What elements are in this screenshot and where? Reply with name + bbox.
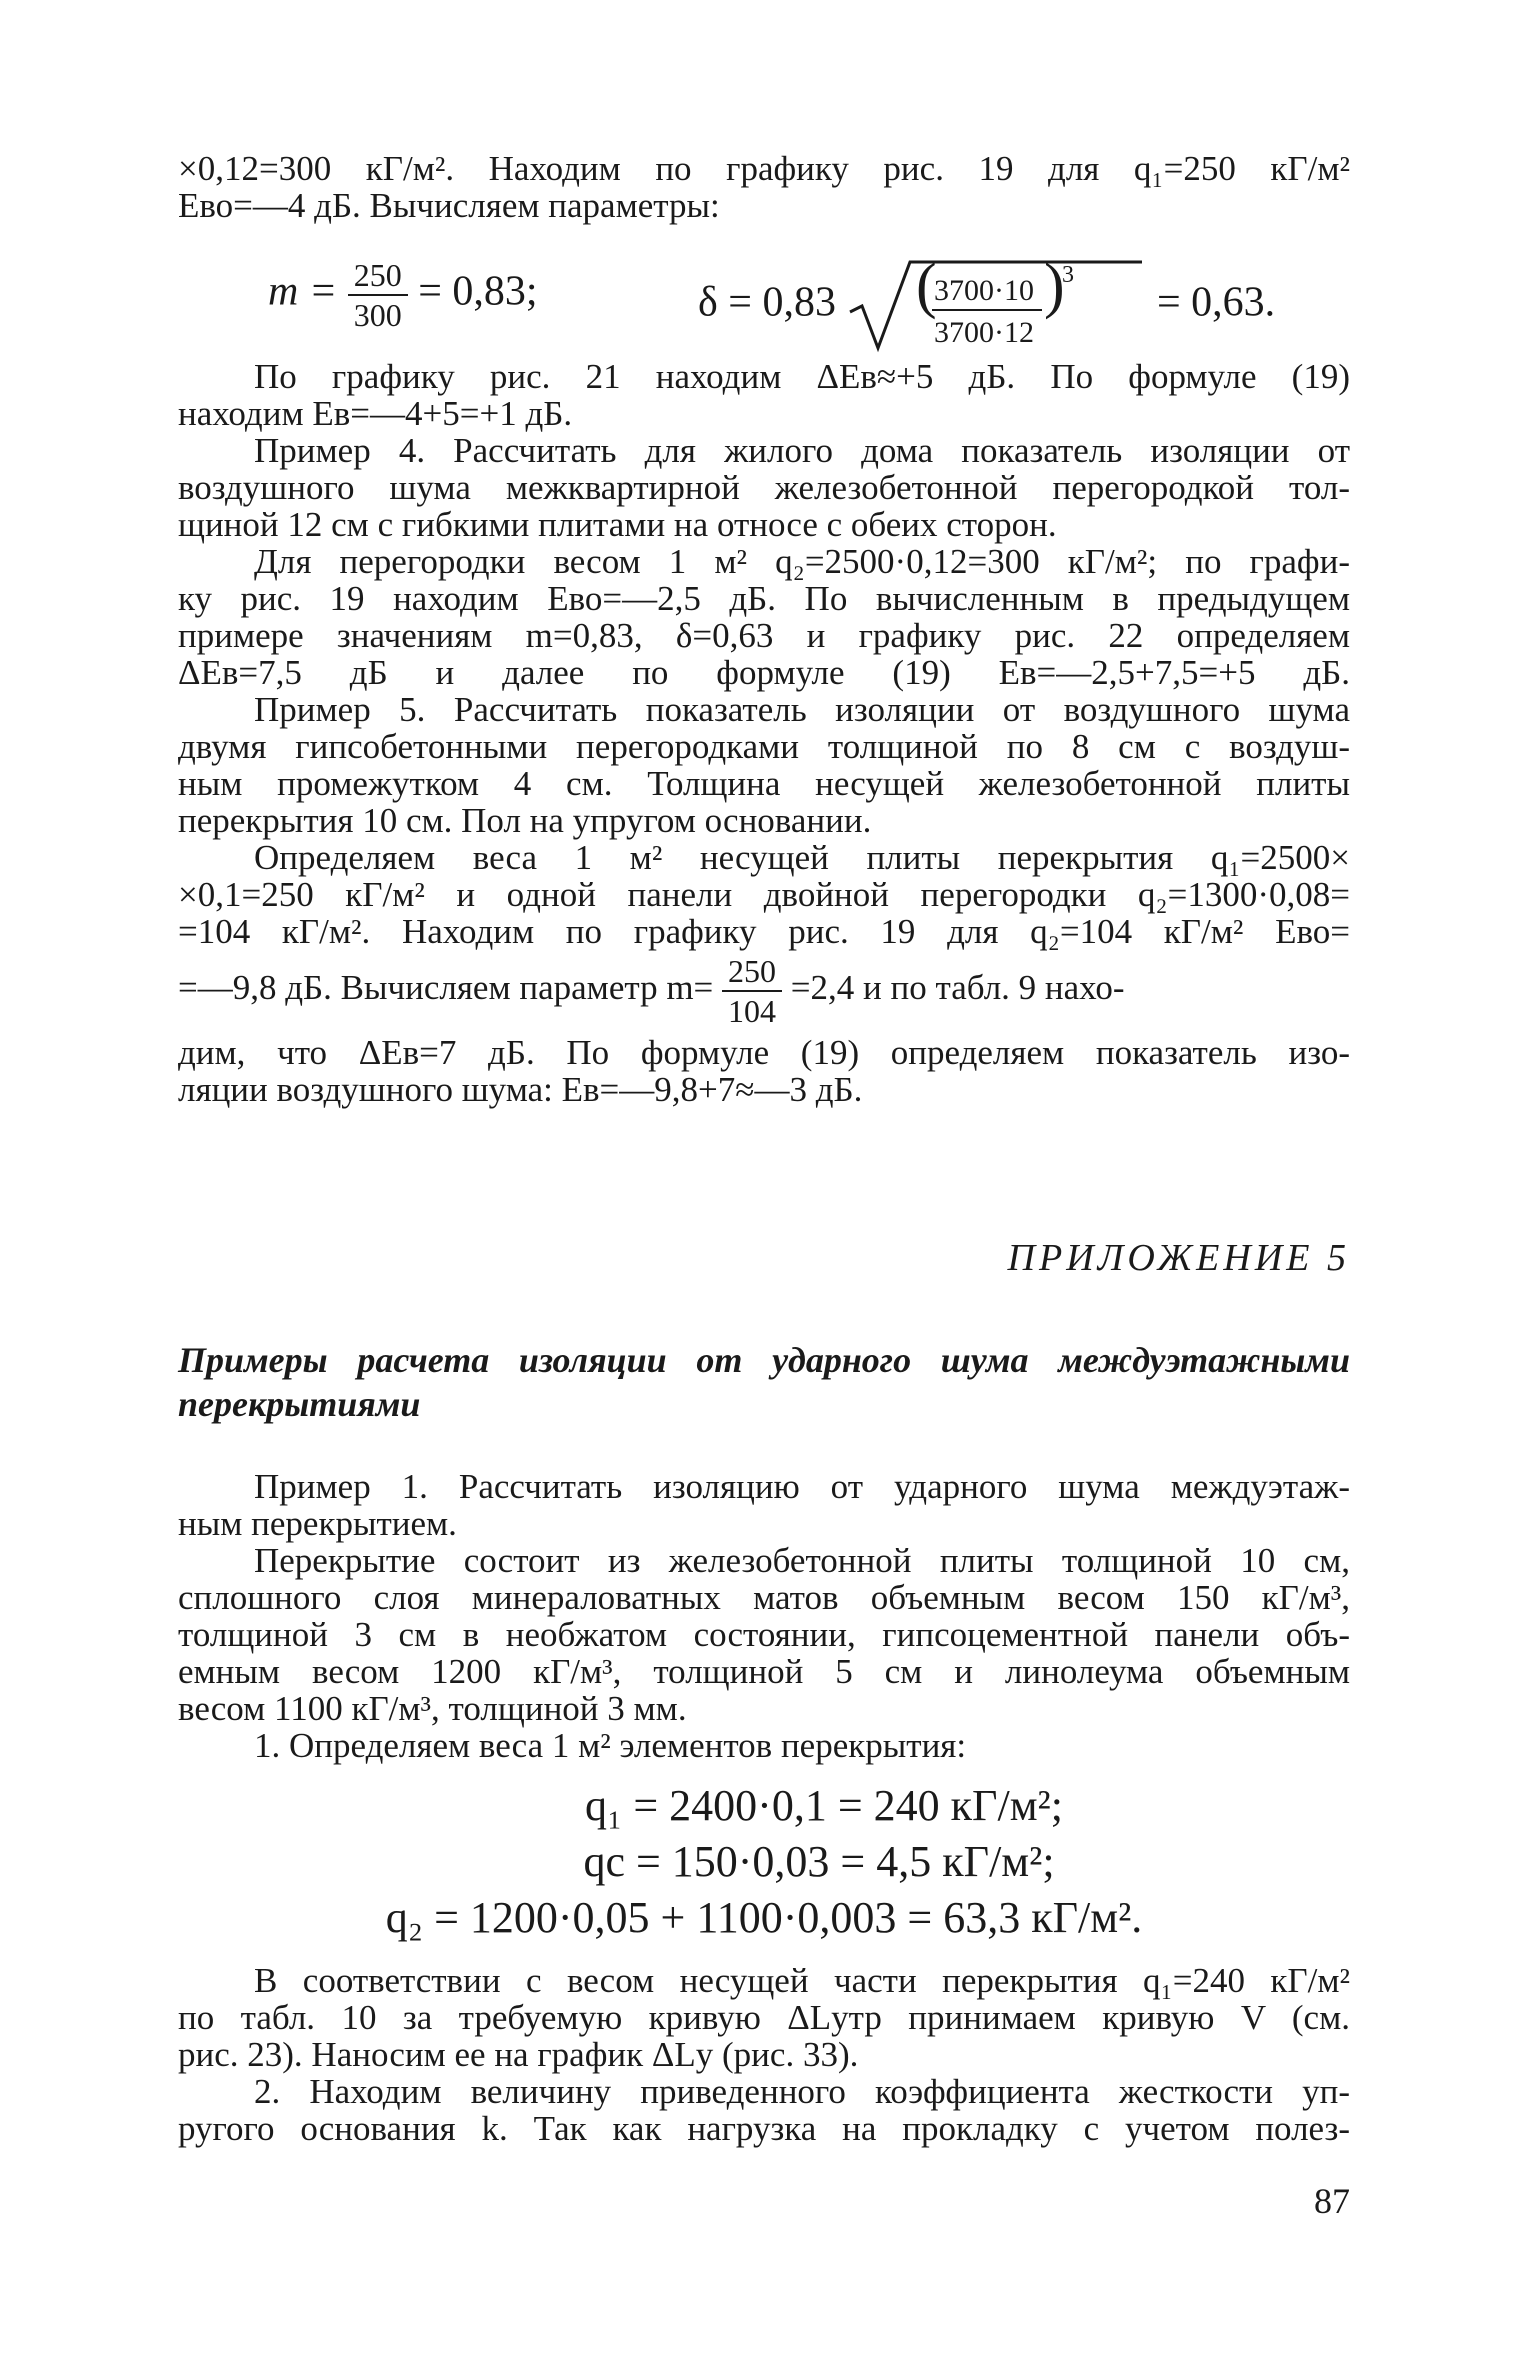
text-line: воздушного шума межквартирной железобетонной перегородкой тол- [178,468,1350,507]
fraction-numerator: 250 [348,256,408,296]
text-line: дим, что ΔEв=7 дБ. По формуле (19) определяем показатель изо- [178,1033,1350,1072]
text-line: ным перекрытием. [178,1504,457,1543]
text-line: весом 1100 кГ/м³, толщиной 3 мм. [178,1689,687,1728]
fraction-denominator: 300 [353,297,402,333]
equation-q1: q₁ = 2400·0,1 = 240 кГ/м²; [585,1781,1063,1830]
fraction-m2 [722,952,782,1030]
text-line: 1. Определяем веса 1 м² элементов перекрытия: [254,1726,967,1765]
text-line: 2. Находим величину приведенного коэффициента жесткости уп- [254,2072,1350,2111]
equation-block [178,1778,1350,1946]
text-line: перекрытия 10 см. Пол на упругом основании. [178,801,872,840]
subtitle-line: перекрытиями [178,1384,421,1424]
sqrt-numerator: 3700·10 [934,274,1035,307]
sqrt-exponent: 3 [1062,262,1075,288]
paragraph-final [178,1962,1350,2147]
text-line: ×0,12=300 кГ/м². Находим по графику рис. 19 для q₁=250 кГ/м² [178,149,1350,188]
formula-inline-line [178,952,1350,1030]
text-line: ку рис. 19 находим Eво=—2,5 дБ. По вычисленным в предыдущем [178,579,1350,618]
text-line: емным весом 1200 кГ/м³, толщиной 5 см и линолеума объемным [178,1652,1350,1691]
text-line: Определяем веса 1 м² несущей плиты перекрытия q₁=2500× [254,838,1350,877]
text-line: сплошного слоя минераловатных матов объемным весом 150 кГ/м³, [178,1578,1350,1617]
equation-q2: q₂ = 1200·0,05 + 1100·0,003 = 63,3 кГ/м². [385,1893,1143,1942]
text-line: щиной 12 см с гибкими плитами на относе с обеих сторон. [178,505,1057,544]
text-line: примере значениям m=0,83, δ=0,63 и графику рис. 22 определяем [178,616,1350,655]
formula-m-result: = 0,83; [418,268,538,315]
fraction-m [348,256,408,334]
equation-qc: qc = 150·0,03 = 4,5 кГ/м²; [583,1837,1055,1886]
text-line: ×0,1=250 кГ/м² и одной панели двойной перегородки q₂=1300·0,08= [178,875,1350,914]
sqrt-denominator: 3700·12 [934,316,1035,349]
formula-before-text: =—9,8 дБ. Вычисляем параметр m= [178,968,714,1008]
text-line: По графику рис. 21 находим ΔEв≈+5 дБ. По формуле (19) [254,357,1350,396]
page-body [178,150,1350,2147]
fraction-numerator: 250 [722,952,782,992]
formula-m-delta [178,238,1350,348]
subtitle-line: Примеры расчета изоляции от ударного шума междуэтажными [178,1340,1350,1380]
text-line: толщиной 3 см в необжатом состоянии, гипсоцементной панели объ- [178,1615,1350,1654]
text-line: рис. 23). Наносим ее на график ΔLу (рис. 33). [178,2035,859,2074]
text-line: ным промежутком 4 см. Толщина несущей железобетонной плиты [178,764,1350,803]
text-line: двумя гипсобетонными перегородками толщиной по 8 см с воздуш- [178,727,1350,766]
text-line: Eво=—4 дБ. Вычисляем параметры: [178,186,720,225]
formula-delta-label: δ = 0,83 [698,279,836,326]
paragraph-example-1 [178,1468,1350,1764]
text-line: Перекрытие состоит из железобетонной плиты толщиной 10 см, [254,1541,1350,1580]
formula-delta-result: = 0,63. [1156,279,1276,326]
svg-text:(: ( [916,256,938,320]
text-line: Для перегородки весом 1 м² q₂=2500·0,12=300 кГ/м²; по графи- [254,542,1350,581]
text-line: ляции воздушного шума: Eв=—9,8+7≈—3 дБ. [178,1070,863,1109]
text-line: по табл. 10 за требуемую кривую ΔLутр принимаем кривую V (см. [178,1998,1350,2037]
text-line: ΔEв=7,5 дБ и далее по формуле (19) Eв=—2,5+7,5=+5 дБ. [178,653,1350,692]
text-line: Пример 5. Рассчитать показатель изоляции от воздушного шума [254,690,1350,729]
text-line: Пример 4. Рассчитать для жилого дома показатель изоляции от [254,431,1350,470]
text-line: В соответствии с весом несущей части перекрытия q₁=240 кГ/м² [254,1961,1350,2000]
text-line: ругого основания k. Так как нагрузка на прокладку с учетом полез- [178,2109,1350,2148]
fraction-denominator: 104 [728,993,777,1029]
paragraph-intro [178,150,1350,224]
section-subtitle [178,1338,1350,1426]
text-line: находим Eв=—4+5=+1 дБ. [178,394,573,433]
sqrt-symbol [846,256,1146,356]
appendix-heading: ПРИЛОЖЕНИЕ 5 [1007,1237,1350,1279]
page-number: 87 [1314,2181,1350,2221]
formula-after-text: =2,4 и по табл. 9 нахо- [790,968,1125,1008]
paragraph-conclusion [178,1034,1350,1108]
svg-text:): ) [1044,256,1066,320]
text-line: =104 кГ/м². Находим по графику рис. 19 для q₂=104 кГ/м² Eво= [178,912,1350,951]
formula-m-label: m = [268,268,338,315]
text-line: Пример 1. Рассчитать изоляцию от ударного шума междуэтаж- [254,1467,1350,1506]
paragraph-examples [178,358,1350,950]
